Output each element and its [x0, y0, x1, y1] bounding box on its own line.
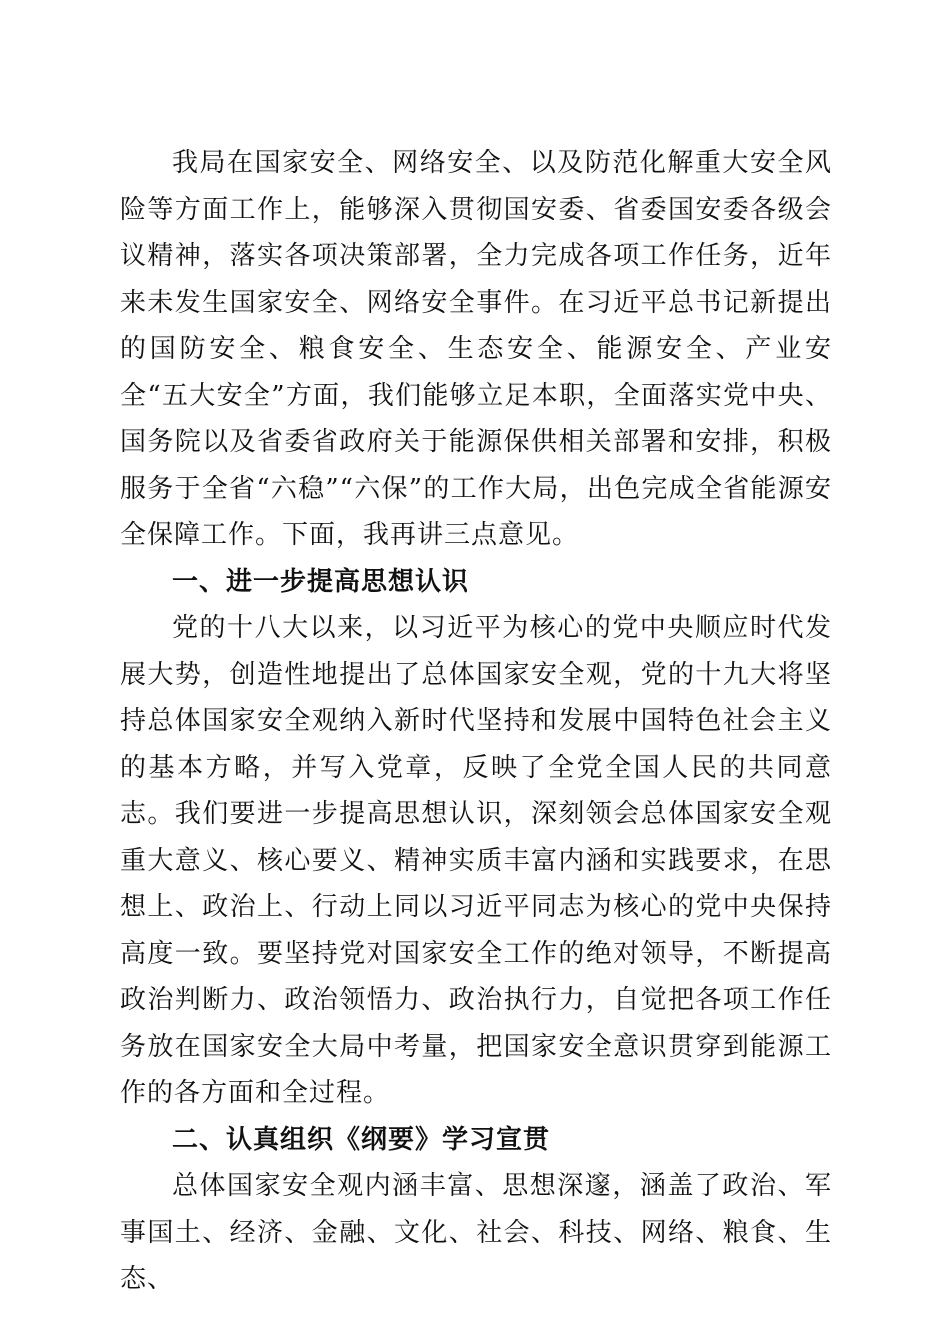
intro-paragraph: 我局在国家安全、网络安全、以及防范化解重大安全风险等方面工作上，能够深入贯彻国安委、省委国安委各级会议精神，落实各项决策部署，全力完成各项工作任务，近年来未发生国家安全、网络安全事件。在习近平总书记新提出的国防安全、粮食安全、生态安全、能源安全、产业安全“五大安全”方面，我们能够立足本职，全面落实党中央、国务院以及省委省政府关于能源保供相关部署和安排，积极服务于全省“六稳”“六保”的工作大局，出色完成全省能源安全保障工作。下面，我再讲三点意见。: [120, 148, 832, 550]
document-body: [120, 140, 832, 1303]
section-2-heading: 二、认真组织《纲要》学习宣贯: [172, 1124, 551, 1155]
section-2-paragraph: 总体国家安全观内涵丰富、思想深邃，涵盖了政治、军事国土、经济、金融、文化、社会、科技、网络、粮食、生态、: [120, 1171, 832, 1294]
section-1-paragraph: 党的十八大以来，以习近平为核心的党中央顺应时代发展大势，创造性地提出了总体国家安全观，党的十九大将坚持总体国家安全观纳入新时代坚持和发展中国特色社会主义的基本方略，并写入党章，反映了全党全国人民的共同意志。我们要进一步提高思想认识，深刻领会总体国家安全观重大意义、核心要义、精神实质丰富内涵和实践要求，在思想上、政治上、行动上同以习近平同志为核心的党中央保持高度一致。要坚持党对国家安全工作的绝对领导，不断提高政治判断力、政治领悟力、政治执行力，自觉把各项工作任务放在国家安全大局中考量，把国家安全意识贯穿到能源工作的各方面和全过程。: [120, 613, 832, 1108]
section-1-heading: 一、进一步提高思想认识: [172, 566, 470, 597]
